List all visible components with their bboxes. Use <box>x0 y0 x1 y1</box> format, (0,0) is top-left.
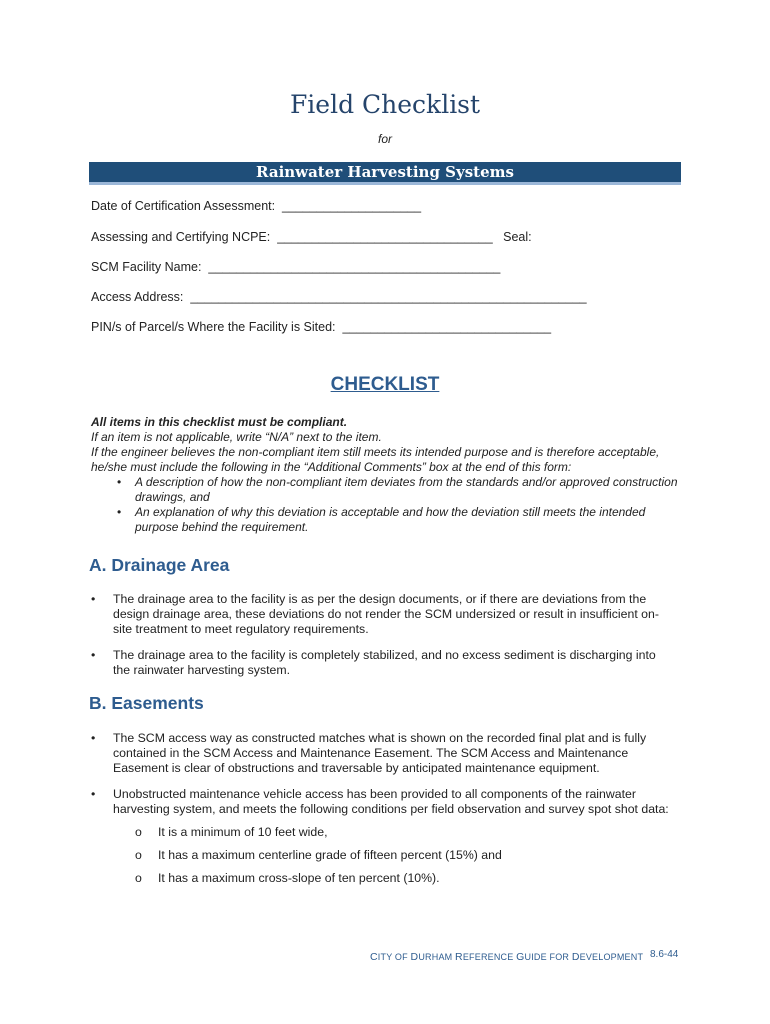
checklist-item-text: Unobstructed maintenance vehicle access has been provided to all components of the rainwater harvesting system, and meets the following conditions per field observation and survey spot shot data: <box>113 787 669 816</box>
bullet-icon: • <box>91 592 96 606</box>
circle-bullet-icon: o <box>135 848 142 862</box>
field-certification-date[interactable]: Date of Certification Assessment: ____________________ <box>91 199 422 213</box>
bullet-icon: • <box>91 787 96 801</box>
section-heading-easements: B. Easements <box>89 693 204 713</box>
instruction-na: If an item is not applicable, write “N/A” next to the item. <box>91 430 382 444</box>
page-subtitle: for <box>377 132 392 146</box>
checklist-item <box>91 648 676 678</box>
instruction-compliance: All items in this checklist must be compliant. <box>91 415 348 429</box>
footer-reference: CITY OF DURHAM REFERENCE GUIDE FOR DEVELOPMENT <box>370 951 644 963</box>
page-title: Field Checklist <box>289 90 481 119</box>
checklist-heading: CHECKLIST <box>330 374 440 395</box>
checklist-item <box>91 787 676 886</box>
condition-item <box>113 825 676 840</box>
checklist-item-text: The SCM access way as constructed matches what is shown on the recorded final plat and is fully contained in the SCM Access and Maintenance Easement. The SCM Access and Maintenance Easement is clear of obstructions and traversable by anticipated maintenance equipment. <box>113 731 647 775</box>
section-heading-drainage: A. Drainage Area <box>89 555 230 575</box>
checklist-instructions <box>91 415 681 535</box>
field-pin[interactable]: PIN/s of Parcel/s Where the Facility is Sited: ______________________________ <box>91 320 552 334</box>
checklist-item <box>91 592 676 637</box>
circle-bullet-icon: o <box>135 825 142 839</box>
bullet-icon: • <box>91 731 96 745</box>
access-conditions <box>113 825 676 886</box>
condition-text: It has a maximum cross-slope of ten percent (10%). <box>158 871 440 885</box>
checklist-item-text: The drainage area to the facility is completely stabilized, and no excess sediment is discharging into the rainwater harvesting system. <box>113 648 656 677</box>
checklist-item-text: The drainage area to the facility is as per the design documents, or if there are deviations from the design drainage area, these deviations do not render the SCM undersized or result in insufficient on-site treatment to meet regulatory requirements. <box>113 592 659 636</box>
instruction-bullet: • An explanation of why this deviation is acceptable and how the deviation still meets the intended purpose behind the requirement. <box>135 505 681 535</box>
circle-bullet-icon: o <box>135 871 142 885</box>
instruction-noncompliant: If the engineer believes the non-compliant item still meets its intended purpose and is therefore acceptable, he/she must include the following in the “Additional Comments” box at the end of this form: <box>91 445 660 474</box>
condition-item <box>113 848 676 863</box>
condition-item <box>113 871 676 886</box>
bullet-icon: • <box>91 648 96 662</box>
drainage-items <box>91 592 676 689</box>
condition-text: It is a minimum of 10 feet wide, <box>158 825 328 839</box>
instruction-bullet: • A description of how the non-compliant item deviates from the standards and/or approved construction drawings, and <box>135 475 681 505</box>
field-facility-name[interactable]: SCM Facility Name: __________________________________________ <box>91 260 501 274</box>
system-banner: Rainwater Harvesting Systems <box>89 162 681 185</box>
condition-text: It has a maximum centerline grade of fifteen percent (15%) and <box>158 848 502 862</box>
field-ncpe[interactable]: Assessing and Certifying NCPE: _______________________________ Seal: <box>91 230 532 244</box>
page-number: 8.6-44 <box>650 949 679 960</box>
easement-items <box>91 731 676 897</box>
instruction-bullets <box>91 475 681 535</box>
field-access-address[interactable]: Access Address: _________________________________________________________ <box>91 290 587 304</box>
checklist-item <box>91 731 676 776</box>
